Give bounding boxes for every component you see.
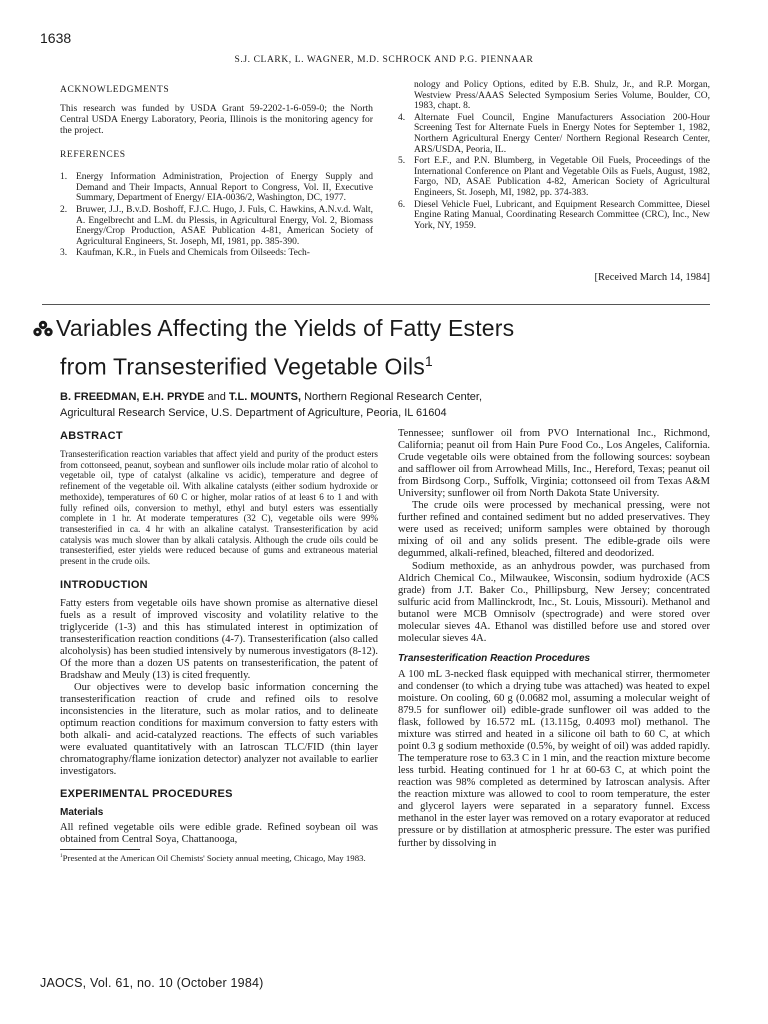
authors-and: and <box>204 391 229 403</box>
title-text-2: from Transesterified Vegetable Oils <box>60 353 425 380</box>
left-body-column <box>60 430 378 862</box>
page-number: 1638 <box>40 30 72 46</box>
reference-item <box>60 205 373 247</box>
transesterification-procedures-heading: Transesterification Reaction Procedures <box>398 652 591 664</box>
materials-paragraph-2: The crude oils were processed by mechanical pressing, were not further refined and contained sediment but no added preservatives. They were used as received; uniform samples were obtained by thorough mixing of oil and any solids present. The edible-grade oils were degummed, alkali-refined, bleached, filtered and deodorized. <box>398 500 710 560</box>
reference-text: Alternate Fuel Council, Engine Manufacturers Association 200-Hour Screening Test for Alternate Fuels in Energy Notes for September 1, 1982, Northern Agricultural Energy Center/ Northern Regional Research Center, ARS/USDA, Peoria, IL. <box>414 112 710 155</box>
acknowledgments-text: This research was funded by USDA Grant 59-2202-1-6-059-0; the North Central USDA Energy Laboratory, Peoria, Illinois is the monitoring agency for the project. <box>60 103 373 137</box>
abstract-text: Transesterification reaction variables that affect yield and purity of the product esters from cottonseed, peanut, soybean and sunflower oils include molar ratio of alcohol to vegetable oil, type of catalyst (alkaline vs acidic), temperature and degree of refinement of the vegetable oil. With alkaline catalysts (either sodium hydroxide or methoxide), temperatures of 60 C or higher, molar ratios of at least 6 to 1 and with fully refined oils, conversion to methyl, ethyl and butyl esters was essentially complete in 1 hr. At moderate temperatures (32 C), vegetable oils were 99% transesterified in ca. 4 hr with an alkaline catalyst. Transesterification by acid catalysis was much slower than by alkali catalysis. Although the crude oils could be transesterified, ester yields were reduced because of gums and extraneous material present in the crude oils. <box>60 449 378 567</box>
references-heading: REFERENCES <box>60 150 126 161</box>
reference-text: Bruwer, J.J., B.v.D. Boshoff, F.J.C. Hugo, J. Fuls, C. Hawkins, A.N.v.d. Walt, A. Engelbrecht and L.M. du Plessis, in Agricultural Energy, Vol. 2, Biomass Energy/Crop Production, ASAE Publication 4-81, American Society of Agricultural Engineers, St. Joseph, MI, 1981, pp. 385-390. <box>76 205 373 247</box>
footnote-rule <box>60 849 140 850</box>
reference-number: 2. <box>60 205 68 216</box>
reference-item <box>60 172 373 204</box>
top-right-column <box>398 80 710 232</box>
reference-text: Energy Information Administration, Projection of Energy Supply and Demand and Their Impacts, Annual Report to Congress, Vol. II, Executive Summary, Department of Energy/ EIA-0036/2, Washington, DC, 1977. <box>76 172 373 204</box>
introduction-paragraph-2: Our objectives were to develop basic information concerning the transesterification reaction of crude and refined oils to resolve inconsistencies in the literature, such as molar ratios, and to delineate optimum reaction conditions for maximum conversion to fatty esters with both alkali- and acid-catalyzed reactions. The effects of such variables were evaluated quantitatively with an Iatroscan TLC/FID (thin layer chromatography/flame ionization detector) analyzer not available to earlier investigators. <box>60 682 378 778</box>
procedures-paragraph: A 100 mL 3-necked flask equipped with mechanical stirrer, thermometer and condenser (to which a drying tube was attached) was heated to expel moisture. On cooling, 60 g (0.0682 mol, assuming a molecular weight of 879.5 for sunflower oil) edible-grade sunflower oil was added to the flask, followed by 16.572 mL (13.115g, 0.4093 mol) methanol. The mixture was stirred and heated in a silicone oil bath to 60 C, at which point 0.3 g sodium methoxide (0.5%, by weight of oil) was added rapidly. The temperature rose to 63.3 C in 1 min, and the reaction mixture become less turbid. Heating continued for 1 hr at 60-63 C, at which point the reaction was 98% completed as determined by Iatroscan analysis. After the reaction mixture was allowed to cool to room temperature, the ester and glycerol layers were separated in a separatory funnel. Excess methanol in the ester layer was removed on a rotary evaporator at reduced pressure or by distillation at atmospheric pressure. The ester was purified further by dissolving in <box>398 668 710 849</box>
affiliation-1: Northern Regional Research Center, <box>301 391 483 403</box>
materials-heading: Materials <box>60 807 104 819</box>
experimental-heading: EXPERIMENTAL PROCEDURES <box>60 788 233 801</box>
introduction-paragraph-1: Fatty esters from vegetable oils have shown promise as alternative diesel fuels as a result of improved viscosity and volatility relative to the triglyceride (1-3) and this has stimulated interest in optimization of transesterification reaction conditions (4-7). Transesterification (also called alcoholysis) has been studied intensively by numerous investigators (8-12). Of the more than a dozen US patents on transesterification, the patent of Bradshaw and Meuly (13) is cited frequently. <box>60 597 378 682</box>
running-header: S.J. CLARK, L. WAGNER, M.D. SCHROCK AND P.G. PIENNAAR <box>234 55 534 65</box>
journal-footer: JAOCS, Vol. 61, no. 10 (October 1984) <box>40 976 264 990</box>
materials-paragraph-3: Sodium methoxide, as an anhydrous powder, was purchased from Aldrich Chemical Co., Milwaukee, Wisconsin, sodium hydroxide (ACS grade) from J.T. Baker Co., Phillipsburg, New Jersey; concentrated sulfuric acid from Mallinckrodt, Inc., St. Louis, Missouri). Methanol and butanol were MCB Omnisolv (spectrograde) and were stored over molecular sieves 4A. Ethanol was distilled before use and stored over molecular sieves 4A. <box>398 560 710 644</box>
title-line-1 <box>32 312 732 344</box>
affiliation-2: Agricultural Research Service, U.S. Department of Agriculture, Peoria, IL 61604 <box>60 407 447 419</box>
title-text-1: Variables Affecting the Yields of Fatty Esters <box>56 315 515 341</box>
author-names: B. FREEDMAN, E.H. PRYDE <box>60 391 205 403</box>
acknowledgments-heading: ACKNOWLEDGMENTS <box>60 85 170 95</box>
right-body-column <box>398 428 710 850</box>
article-title <box>32 312 732 383</box>
authors-block <box>60 389 720 421</box>
reference-item <box>398 200 710 232</box>
reference-item <box>398 113 710 155</box>
reference-number: 1. <box>60 172 68 183</box>
materials-text: All refined vegetable oils were edible grade. Refined soybean oil was obtained from Central Soya, Chattanooga, <box>60 822 378 846</box>
reference-text: Fort E.F., and P.N. Blumberg, in Vegetable Oil Fuels, Proceedings of the International Conference on Plant and Vegetable Oils as Fuels, August, 1982, Fargo, ND, ASAE Publication 4-82, American Society of Agricultural Engineers, St. Joseph, MI, 1982, pp. 374-383. <box>414 156 710 198</box>
reference-text: Diesel Vehicle Fuel, Lubricant, and Equipment Research Committee, Diesel Engine Rating Manual, Coordinating Research Committee (CRC), Inc., New York, NY, 1959. <box>414 199 710 231</box>
title-footnote-mark: 1 <box>424 354 433 369</box>
footnote-text: Presented at the American Oil Chemists' Society annual meeting, Chicago, May 1983. <box>62 852 366 863</box>
top-left-column <box>60 85 373 260</box>
reference-number: 4. <box>398 112 406 123</box>
references-list <box>60 172 373 259</box>
footnote <box>60 851 378 863</box>
reference-text: nology and Policy Options, edited by E.B. Shulz, Jr., and R.P. Morgan, Westview Press/AAAS Selected Symposium Series Volume, Boulder, CO, 1983, chapt. 8. <box>414 80 710 112</box>
reference-item <box>60 248 373 259</box>
authors-line-1 <box>60 389 720 405</box>
clover-icon <box>32 320 54 338</box>
footnote-mark: 1 <box>60 852 63 859</box>
section-divider <box>42 304 710 305</box>
reference-continuation <box>398 80 710 112</box>
reference-item <box>398 156 710 198</box>
abstract-heading: ABSTRACT <box>60 430 123 442</box>
reference-text: Kaufman, K.R., in Fuels and Chemicals from Oilseeds: Tech- <box>76 248 310 259</box>
reference-number: 3. <box>60 248 68 259</box>
materials-paragraph-continued: Tennessee; sunflower oil from PVO International Inc., Richmond, California; peanut oil from Hain Pure Food Co., Los Angeles, California. Crude vegetable oils were obtained from the following sources: soybean and safflower oil from Arrowhead Mills, Inc., Hereford, Texas; peanut oil from Birdsong Corp., Suffolk, Virginia; cottonseed oil from Texas A&M University; sunflower oil from North Dakota State University. <box>398 428 710 500</box>
title-line-2 <box>32 346 732 383</box>
introduction-heading: INTRODUCTION <box>60 578 148 591</box>
author-last: T.L. MOUNTS, <box>228 391 302 403</box>
reference-number: 5. <box>398 156 406 167</box>
received-date: [Received March 14, 1984] <box>594 272 710 283</box>
reference-number: 6. <box>398 199 406 210</box>
